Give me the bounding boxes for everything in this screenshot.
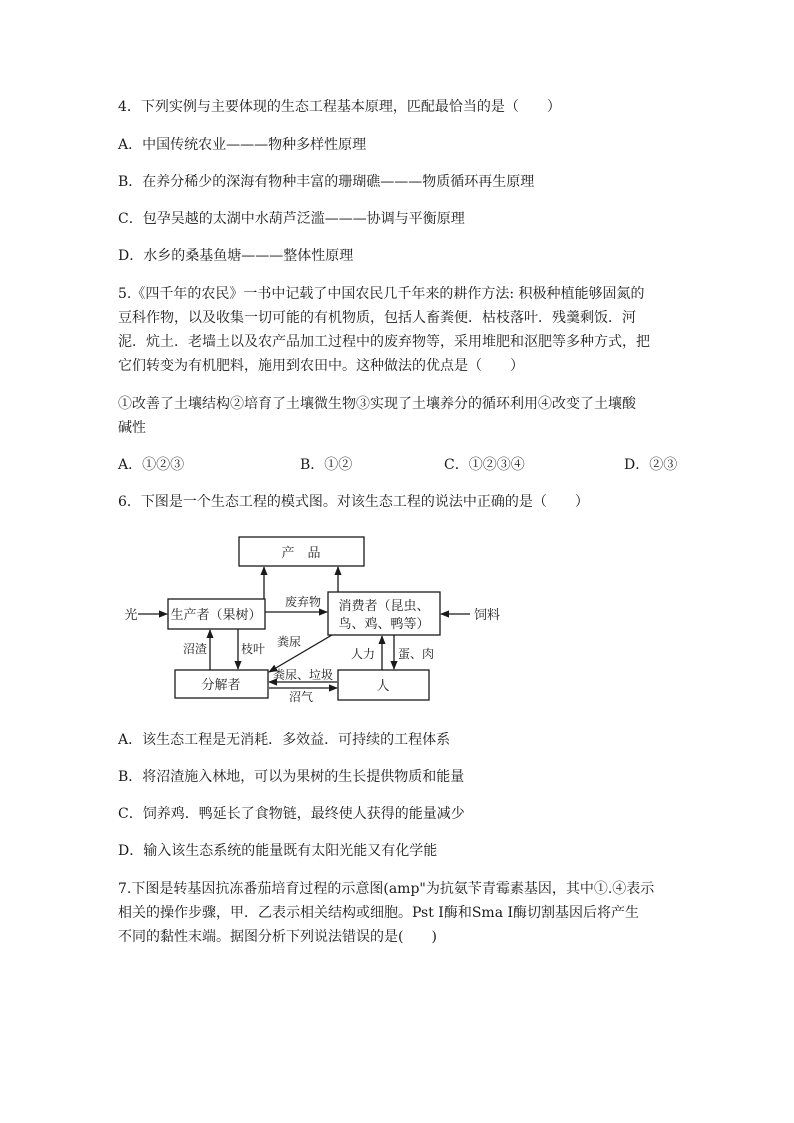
waste-label: 废弃物 [284, 595, 322, 609]
ecological-engineering-diagram [110, 528, 501, 708]
producer-label: 生产者（果树） [170, 608, 262, 623]
light-label: 光 [124, 608, 138, 623]
q4-option-b: B．在养分稀少的深海有物种丰富的珊瑚礁———物质循环再生原理 [118, 174, 535, 190]
q5-statements-line-1: ①改善了土壤结构②培育了土壤微生物③实现了土壤养分的循环利用④改变了土壤酸 [118, 396, 636, 412]
q6-stem: 6．下图是一个生态工程的模式图。对该生态工程的说法中正确的是（ ） [118, 494, 589, 510]
decomposer-label: 分解者 [201, 678, 241, 693]
q6-option-a: A．该生态工程是无消耗．多效益．可持续的工程体系 [118, 732, 451, 748]
q5-stem-line-3: 泥．炕土．老墙土以及农产品加工过程中的废弃物等，采用堆肥和沤肥等多种方式，把 [118, 334, 650, 350]
q5-stem-line-1: 5.《四千年的农民》一书中记载了中国农民几千年来的耕作方法: 积极种植能够固氮的 [118, 286, 645, 302]
q7-stem-line-2: 相关的操作步骤，甲．乙表示相关结构或细胞。Pst Ⅰ酶和Sma Ⅰ酶切割基因后将产生 [118, 905, 640, 921]
q4-option-d: D．水乡的桑基鱼塘———整体性原理 [118, 248, 354, 264]
q4-stem: 4．下列实例与主要体现的生态工程基本原理，匹配最恰当的是（ ） [118, 99, 561, 115]
q5-statements-line-2: 碱性 [118, 420, 146, 436]
q5-option-d: D．②③ [624, 457, 678, 473]
q5-option-c: C．①②③④ [444, 457, 525, 473]
residue-label: 沼渣 [182, 642, 208, 656]
q4-option-c: C．包孕吴越的太湖中水葫芦泛滥———协调与平衡原理 [118, 211, 465, 227]
manpower-label: 人力 [350, 647, 376, 661]
biogas-label: 沼气 [288, 690, 314, 704]
egg-meat-label: 蛋、肉 [397, 647, 435, 661]
q5-options [118, 455, 678, 475]
q6-option-b: B．将沼渣施入林地，可以为果树的生长提供物质和能量 [118, 769, 465, 785]
q6-option-d: D．输入该生态系统的能量既有太阳光能又有化学能 [118, 843, 438, 859]
consumer-label-line-2: 鸟、鸡、鸭等） [338, 617, 430, 632]
q6-option-c: C．饲养鸡．鸭延长了食物链，最终使人获得的能量减少 [118, 806, 465, 822]
consumer-label-line-1: 消费者（昆虫、 [338, 599, 430, 614]
q4-option-a: A．中国传统农业———物种多样性原理 [118, 137, 367, 153]
human-label: 人 [376, 679, 390, 694]
q7-stem-line-3: 不同的黏性末端。据图分析下列说法错误的是( ) [118, 929, 437, 945]
branches-label: 枝叶 [240, 642, 266, 656]
q7-stem-line-1: 7.下图是转基因抗冻番茄培育过程的示意图(amp"为抗氨苄青霉素基因，其中①.④表示 [118, 881, 655, 897]
feed-label: 饲料 [474, 608, 501, 623]
dung-urine-label: 粪尿 [276, 635, 302, 649]
q5-stem-line-4: 它们转变为有机肥料，施用到农田中。这种做法的优点是（ ） [118, 358, 524, 374]
product-label: 产 品 [281, 546, 321, 561]
dung-garbage-label: 粪尿、垃圾 [272, 668, 334, 682]
q5-stem-line-2: 豆科作物，以及收集一切可能的有机物质，包括人畜粪便．枯枝落叶．残羹剩饭．河 [118, 310, 636, 326]
q5-option-a: A．①②③ [118, 457, 185, 473]
q5-option-b: B．①② [300, 457, 353, 473]
